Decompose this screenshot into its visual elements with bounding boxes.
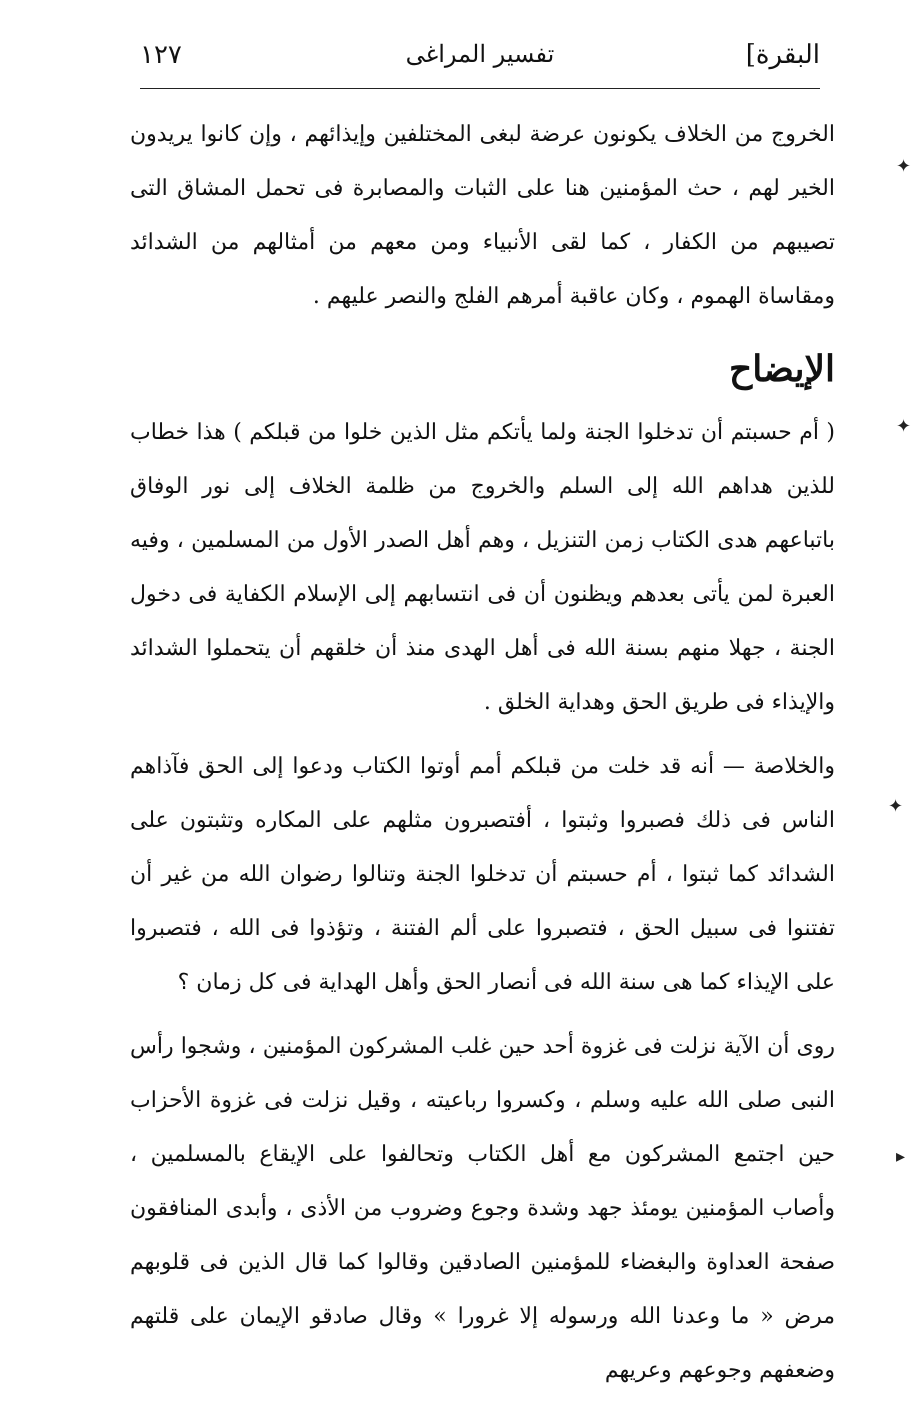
margin-ink-mark: ✦ [888,796,904,817]
margin-ink-mark: ✦ [896,156,912,177]
section-heading: الإيضاح [729,348,835,390]
intro-paragraph: الخروج من الخلاف يكونون عرضة لبغى المختلفين وإيذائهم ، وإن كانوا يريدون الخير لهم ، حث المؤمنين هنا على الثبات والمصابرة فى تحمل المشاق التى تصيبهم من الكفار ، كما لقى الأنبياء ومن معهم من أمثالهم من الشدائد ومقاساة الهموم ، وكان عاقبة أمرهم الفلج والنصر عليهم . [130,122,835,309]
page-header [140,40,820,84]
surah-name: البقرة] [745,40,820,70]
paragraph-2: والخلاصة — أنه قد خلت من قبلكم أمم أوتوا الكتاب ودعوا إلى الحق فآذاهم الناس فى ذلك فصبروا وثبتوا ، أفتصبرون مثلهم على المكاره وتثبتون على الشدائد كما ثبتوا ، أم حسبتم أن تدخلوا الجنة وتنالوا رضوان الله من غير أن تفتنوا فى سبيل الحق ، فتصبروا على ألم الفتنة ، وتؤذوا فى الله ، فتصبروا على الإيذاء كما هى سنة الله فى أنصار الحق وأهل الهداية فى كل زمان ؟ [130,754,835,995]
paragraph-1: ( أم حسبتم أن تدخلوا الجنة ولما يأتكم مثل الذين خلوا من قبلكم ) هذا خطاب للذين هداهم الله إلى السلم والخروج من ظلمة الخلاف إلى نور الوفاق باتباعهم هدى الكتاب زمن التنزيل ، وهم أهل الصدر الأول من المسلمين ، وفيه العبرة لمن يأتى بعدهم ويظنون أن فى انتسابهم إلى الإسلام الكفاية فى دخول الجنة ، جهلا منهم بسنة الله فى أهل الهدى منذ أن خلقهم أن يتحملوا الشدائد والإيذاء فى طريق الحق وهداية الخلق . [130,420,835,715]
book-title: تفسير المراغى [405,40,555,68]
header-rule [140,88,820,89]
page-number: ١٢٧ [140,40,182,70]
margin-ink-mark: ▸ [896,1146,906,1167]
page-body [130,108,835,1408]
margin-ink-mark: ✦ [896,416,912,437]
paragraph-3: روى أن الآية نزلت فى غزوة أحد حين غلب المشركون المؤمنين ، وشجوا رأس النبى صلى الله عليه وسلم ، وكسروا رباعيته ، وقيل نزلت فى غزوة الأحزاب حين اجتمع المشركون مع أهل الكتاب وتحالفوا على الإيقاع بالمسلمين ، وأصاب المؤمنين يومئذ جهد وشدة وجوع وضروب من الأذى ، وأبدى المنافقون صفحة العداوة والبغضاء للمؤمنين الصادقين وقالوا كما قال الذين فى قلوبهم مرض « ما وعدنا الله ورسوله إلا غرورا » وقال صادقو الإيمان على قلتهم وضعفهم وجوعهم وعريهم [130,1034,836,1383]
